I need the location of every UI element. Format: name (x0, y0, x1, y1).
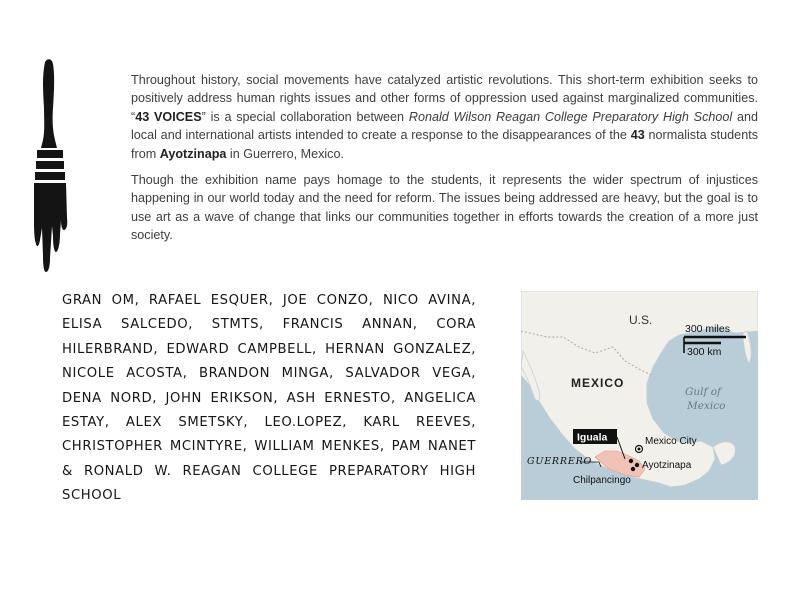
mexico-label: MEXICO (571, 376, 625, 390)
paintbrush-icon (28, 58, 82, 274)
intro-paragraph-2: Though the exhibition name pays homage to the students, it represents the wider spectrum of injustices happening in our world today and the need for reform. The issues being addressed are heavy, but the goal is to use art as a wave of change that links our communities together in efforts towards the creation of a more just society. (131, 173, 758, 243)
iguala-label: Iguala (577, 431, 608, 444)
us-label: U.S. (629, 313, 653, 327)
exhibition-name: 43 VOICES (135, 109, 202, 124)
gulf-label-1: Gulf of (685, 386, 721, 398)
scale-km-label: 300 km (687, 346, 722, 358)
artist-list: GRAN OM, RAFAEL ESQUER, JOE CONZO, NICO AVINA, ELISA SALCEDO, STMTS, FRANCIS ANNAN, CORA HILERBRAND, EDWARD CAMPBELL, HERNAN GONZALEZ, NICOLE ACOSTA, BRANDON MINGA, SALVADOR VEGA, DENA NORD, JOHN ERIKSON, ASH ERNESTO, ANGELICA ESTAY, ALEX SMETSKY, LEO.LOPEZ, KARL REEVES, CHRISTOPHER MCINTYRE, WILLIAM MENKES, PAM NANET & RONALD W. REAGAN COLLEGE PREPARATORY HIGH SCHOOL (62, 293, 476, 504)
mexico-map (521, 291, 758, 500)
intro-paragraph-1: Throughout history, social movements have catalyzed artistic revolutions. This short-term exhibition seeks to positively address human rights issues and other forms of oppression used against marginalized communities. “43 VOICES” is a special collaboration between Ronald Wilson Reagan College Preparatory High School and local and international artists intended to create a response to the disappearances of the 43 normalista students from Ayotzinapa in Guerrero, Mexico. (131, 73, 758, 161)
guerrero-label: GUERRERO (527, 456, 593, 467)
scale-miles-label: 300 miles (685, 323, 730, 335)
ayotzinapa-label: Ayotzinapa (642, 460, 692, 471)
chilpancingo-label: Chilpancingo (573, 475, 631, 486)
intro-text (131, 71, 758, 253)
gulf-label-2: Mexico (687, 400, 726, 412)
mexico-city-label: Mexico City (645, 436, 697, 447)
school-name: Ronald Wilson Reagan College Preparatory High School (408, 109, 733, 124)
